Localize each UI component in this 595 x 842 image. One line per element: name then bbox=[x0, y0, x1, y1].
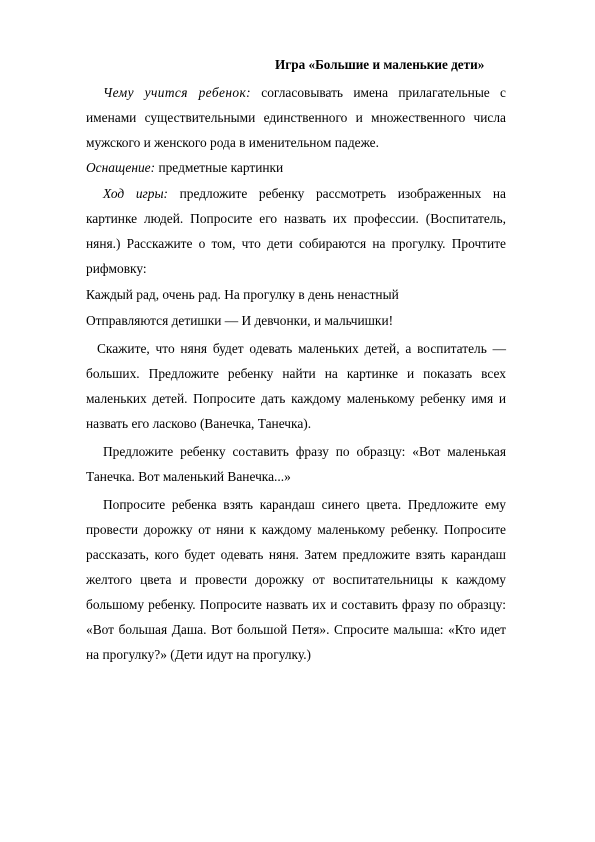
equipment-label: Оснащение: bbox=[86, 160, 156, 175]
equipment-text: предметные картинки bbox=[155, 160, 284, 175]
rhyme-line-2: Отправляются детишки — И девчонки, и мальчишки! bbox=[86, 313, 394, 328]
goal-paragraph bbox=[86, 80, 506, 155]
goal-text: согласовывать имена прилагательные с именами существительными единственного и множественного числа мужского и женского рода в именительном падеже. bbox=[86, 85, 506, 150]
equipment-paragraph bbox=[86, 155, 506, 180]
procedure-label: Ход игры: bbox=[103, 186, 168, 201]
paragraph-nanny: Скажите, что няня будет одевать маленьких детей, а воспитатель — больших. Предложите ребенку найти на картинке и показать всех маленьких детей. Попросите дать каждому маленькому ребенку имя и назвать его ласково (Ванечка, Танечка). bbox=[86, 341, 506, 431]
paragraph-phrase: Предложите ребенку составить фразу по образцу: «Вот маленькая Танечка. Вот маленький Ванечка...» bbox=[86, 444, 506, 484]
procedure-text: предложите ребенку рассмотреть изображенных на картинке людей. Попросите его назвать их профессии. (Воспитатель, няня.) Расскажите о том, что дети собираются на прогулку. Прочтите рифмовку: bbox=[86, 186, 507, 276]
rhyme-line-1: Каждый рад, очень рад. На прогулку в день ненастный bbox=[86, 287, 399, 302]
paragraph-pencil: Попросите ребенка взять карандаш синего цвета. Предложите ему провести дорожку от няни к каждому маленькому ребенку. Попросите рассказать, кого будет одевать няня. Затем предложите взять карандаш желтого цвета и провести дорожку от воспитательницы к каждому большому ребенку. Попросите назвать их и составить фразу по образцу: «Вот большая Даша. Вот большой Петя». Спросите малыша: «Кто идет на прогулку?» (Дети идут на прогулку.) bbox=[86, 497, 506, 662]
document-body bbox=[86, 80, 506, 667]
document-title: Игра «Большие и маленькие дети» bbox=[275, 57, 485, 72]
goal-label: Чему учится ребенок: bbox=[103, 85, 251, 100]
procedure-paragraph bbox=[86, 181, 506, 281]
